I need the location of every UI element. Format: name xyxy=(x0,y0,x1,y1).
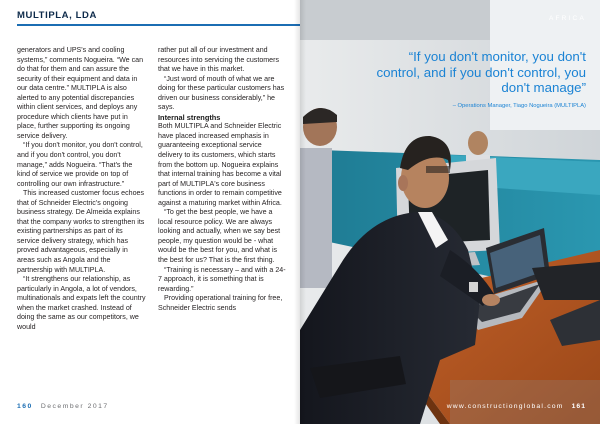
paragraph: “Just word of mouth of what we are doing for these particular customers has driven our business considerably,” he says. xyxy=(158,74,285,112)
subheading: Internal strengths xyxy=(158,112,221,122)
paragraph: “Training is necessary – and with a 24-7 approach, it is something that is rewarding.” xyxy=(158,265,286,293)
paragraph: “If you don't monitor, you don't control, and if you don't control, you don't manage,” adds Nogueira. “That's the kind of service we provide on top of controlling our own infrastructure.” xyxy=(17,141,143,188)
header-rule xyxy=(17,24,300,26)
text-column-2 xyxy=(158,46,288,313)
footer-left xyxy=(17,403,109,410)
paragraph: “It strengthens our relationship, as particularly in Angola, a lot of vendors, multinationals and expats left the country when the market crashed. Instead of doing the same as our competitors, we would xyxy=(17,275,146,331)
section-label: AFRICA xyxy=(548,15,586,22)
header-title: MULTIPLA, LDA xyxy=(17,10,97,21)
paragraph: Providing operational training for free, Schneider Electric sends xyxy=(158,294,283,312)
paragraph: rather put all of our investment and resources into servicing the customers that we have in this market. xyxy=(158,46,280,74)
quote-attribution: – Operations Manager, Tiago Nogueira (MULTIPLA) xyxy=(452,103,586,109)
right-page xyxy=(300,0,600,424)
paragraph: generators and UPS's and cooling systems,” comments Nogueira. “We can do that for them and can assure the security of their equipment and data in our data centre.” MULTIPLA is also alerted to any potential discrepancies within client services, and deploys any procedure which clients have put in place, further supporting its ongoing service delivery. xyxy=(17,46,144,140)
text-column-1 xyxy=(17,46,147,332)
issue-date: December 2017 xyxy=(40,403,109,410)
website-url: www.constructionglobal.com xyxy=(446,403,564,410)
page-number-right: 161 xyxy=(571,403,586,410)
paragraph: “To get the best people, we have a local resource policy. We are always looking and actually, when we say best people, my question would be - what would be the best for you, and what is the best for us? That is the first thing. xyxy=(158,208,281,265)
page-header xyxy=(0,0,300,34)
paragraph: Both MULTIPLA and Schneider Electric have placed increased emphasis in guaranteeing exceptional service delivery to its customers, which starts from the bottom up. Nogueira explains that internal training has become a vital part of MULTIPLA's core business functions in order to remain competitive against a maturing market within Africa. xyxy=(158,122,282,207)
pull-quote: “If you don't monitor, you don't control, and if you don't control, you don't manage” xyxy=(376,49,586,96)
footer-right xyxy=(447,403,586,410)
paragraph: This increased customer focus echoes that of Schneider Electric's ongoing business strategy. De Almeida explains that the company works to strengthen its existing partnerships as part of its service delivery strategy, which has proved advantageous, especially in areas such as Angola and the partnership with MULTIPLA. xyxy=(17,189,145,274)
page-number-left: 160 xyxy=(17,403,33,410)
